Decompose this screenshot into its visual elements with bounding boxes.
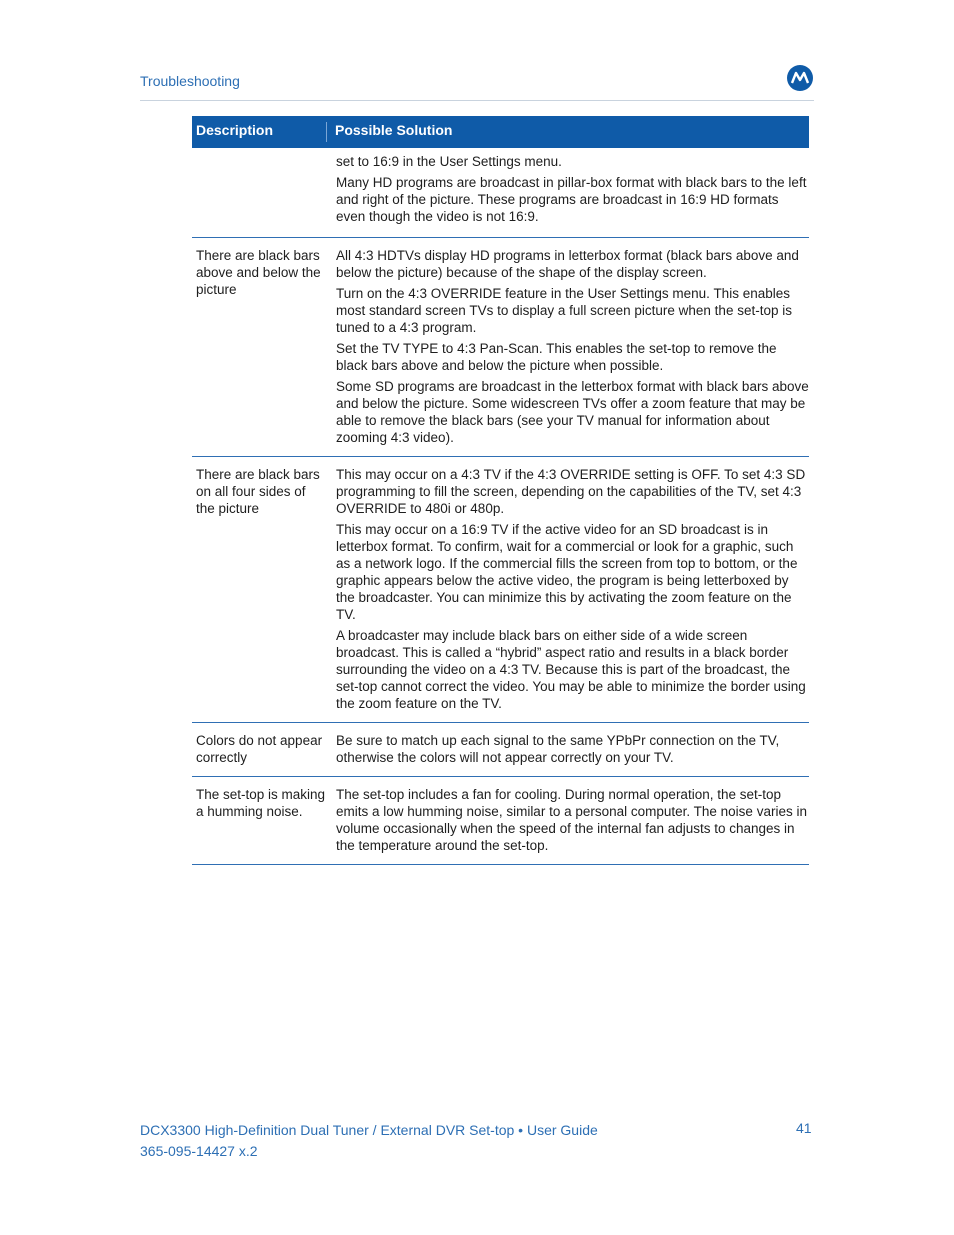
- row-description: [192, 150, 332, 229]
- column-header-solution: Possible Solution: [335, 122, 453, 138]
- footer-doc-info: [140, 1120, 598, 1162]
- solution-paragraph: Set the TV TYPE to 4:3 Pan-Scan. This enables the set-top to remove the black bars above and below the picture when possible.: [336, 341, 777, 373]
- row-solutions: [332, 729, 809, 770]
- table-header: [192, 116, 809, 148]
- footer-doc-title: DCX3300 High-Definition Dual Tuner / External DVR Set-top • User Guide: [140, 1122, 598, 1138]
- row-solutions: [332, 463, 809, 716]
- solution-paragraph: The set-top includes a fan for cooling. During normal operation, the set-top emits a low humming noise, similar to a personal computer. The noise varies in volume occasionally when the speed of the internal fan adjusts to changes in the temperature around the set-top.: [336, 787, 807, 853]
- motorola-logo-icon: [787, 65, 813, 91]
- solution-paragraph: Turn on the 4:3 OVERRIDE feature in the User Settings menu. This enables most standard screen TVs to display a full screen picture when the set-top is tuned to a 4:3 program.: [336, 286, 792, 335]
- solution-paragraph: This may occur on a 16:9 TV if the active video for an SD broadcast is in letterbox format. To confirm, wait for a commercial or look for a graphic, such as a network logo. If the commercial fills the screen from top to bottom, or the graphic appears below the active video, the program is being letterboxed by the broadcaster. You can minimize this by activating the zoom feature on the TV.: [336, 522, 798, 622]
- row-description: Colors do not appear correctly: [196, 733, 323, 765]
- row-solutions: [332, 783, 809, 858]
- row-description: The set-top is making a humming noise.: [196, 787, 326, 819]
- solution-paragraph: Be sure to match up each signal to the same YPbPr connection on the TV, otherwise the colors will not appear correctly on your TV.: [336, 733, 780, 765]
- table-body: [192, 148, 809, 865]
- row-solutions: [332, 244, 809, 450]
- table-row: [192, 148, 809, 238]
- column-header-description: Description: [192, 122, 327, 142]
- header-divider: [140, 100, 814, 101]
- page-number: 41: [796, 1120, 812, 1136]
- solution-paragraph: Some SD programs are broadcast in the letterbox format with black bars above and below the picture. Some widescreen TVs offer a zoom feature that may be able to remove the black bars (see your TV manual for information about zooming 4:3 video).: [336, 379, 809, 445]
- row-description: There are black bars on all four sides of the picture: [196, 467, 320, 516]
- solution-paragraph: This may occur on a 4:3 TV if the 4:3 OVERRIDE setting is OFF. To set 4:3 SD programming to fill the screen, depending on the capabilities of the TV, set 4:3 OVERRIDE to 480i or 480p.: [336, 467, 806, 516]
- row-solutions: [332, 150, 809, 229]
- table-row: [192, 457, 809, 723]
- solution-paragraph: A broadcaster may include black bars on either side of a wide screen broadcast. This is called a “hybrid” aspect ratio and results in a black border surrounding the video on a 4:3 TV. Because this is part of the broadcast, the set-top cannot correct the video. You may be able to minimize the border using the zoom feature on the TV.: [336, 628, 806, 711]
- table-row: [192, 238, 809, 457]
- solution-paragraph: All 4:3 HDTVs display HD programs in letterbox format (black bars above and below the picture) because of the shape of the display screen.: [336, 248, 799, 280]
- solution-paragraph: set to 16:9 in the User Settings menu.: [336, 154, 562, 169]
- table-row: [192, 777, 809, 865]
- section-title: Troubleshooting: [140, 73, 240, 89]
- troubleshooting-table: [192, 116, 809, 865]
- row-description: There are black bars above and below the picture: [196, 248, 321, 297]
- solution-paragraph: Many HD programs are broadcast in pillar-box format with black bars to the left and right of the picture. These programs are broadcast in 16:9 HD formats even though the video is not 16:9.: [336, 175, 807, 224]
- table-row: [192, 723, 809, 777]
- footer-doc-number: 365-095-14427 x.2: [140, 1143, 258, 1159]
